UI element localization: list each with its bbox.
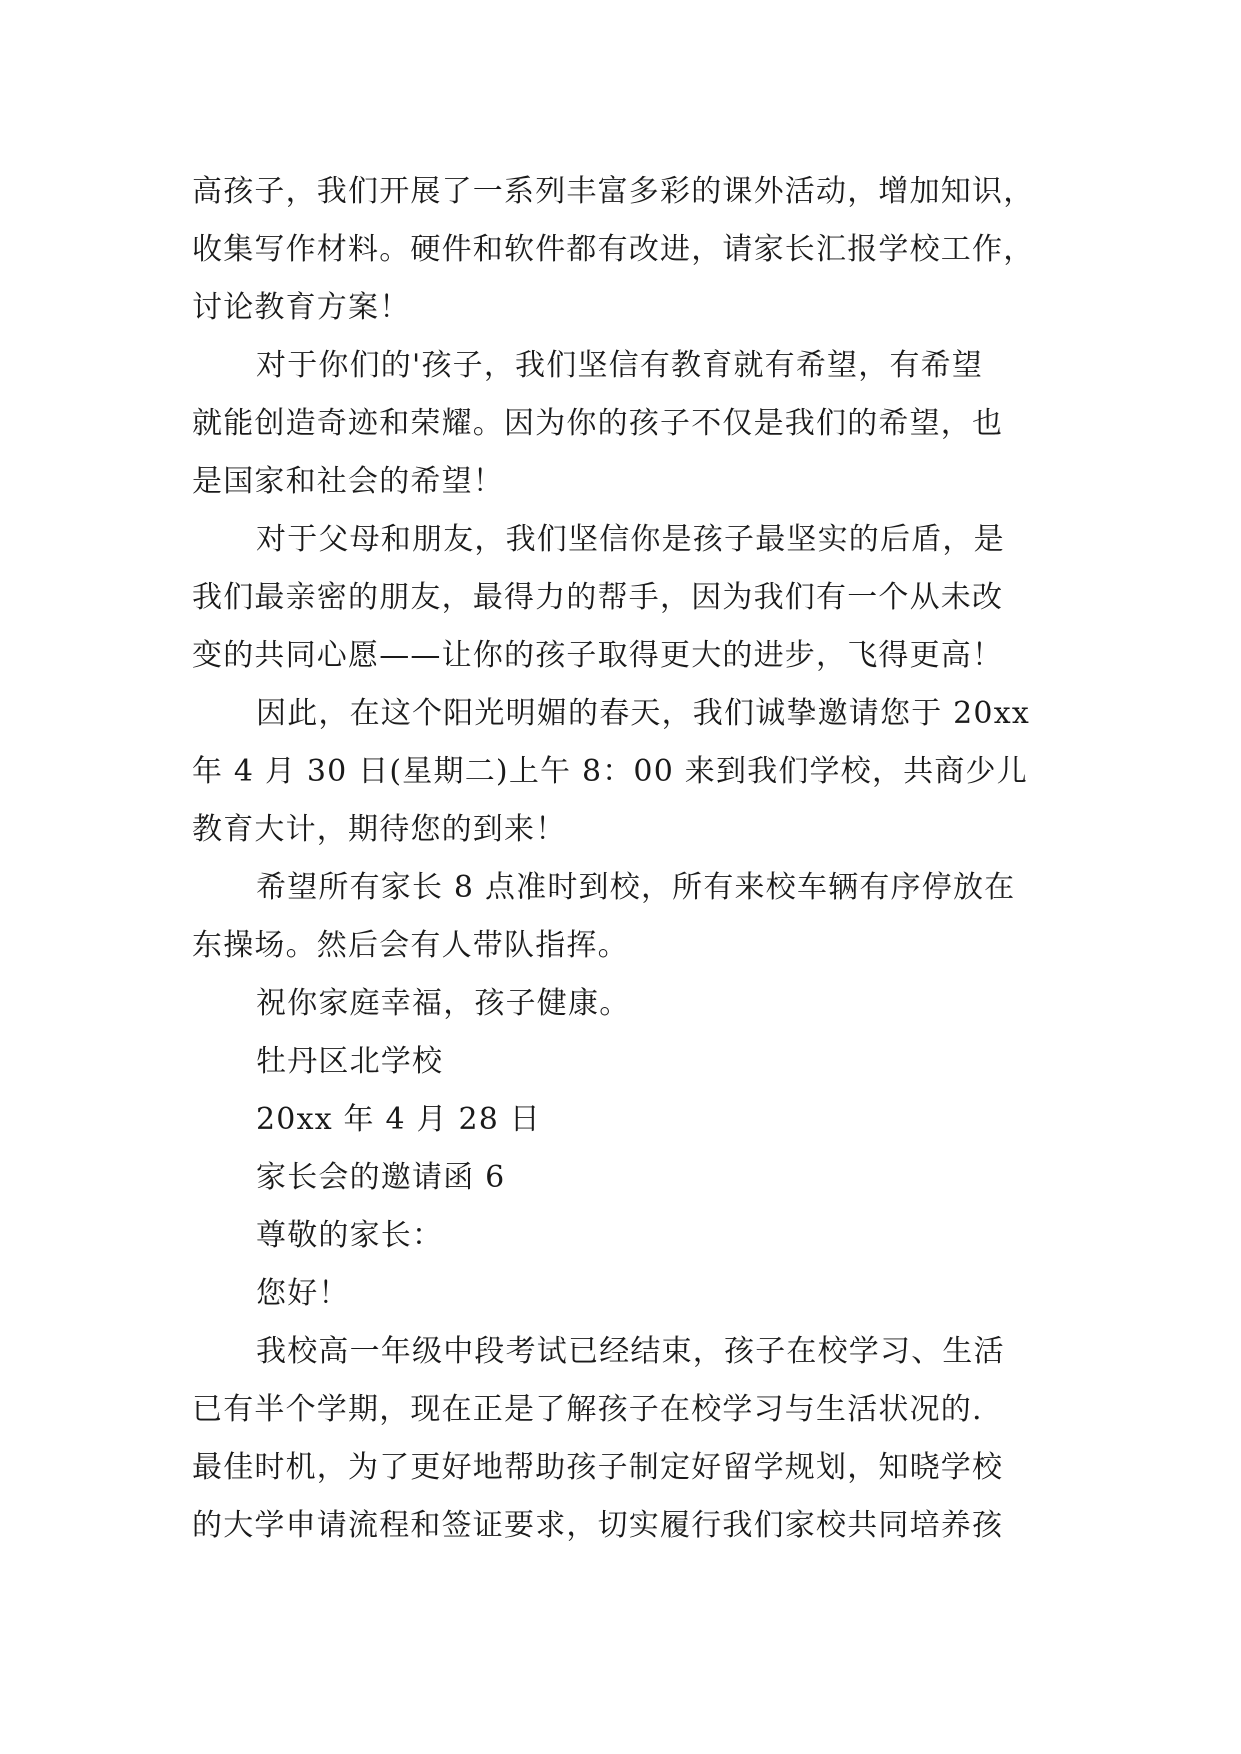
- text-line: 希望所有家长 8 点准时到校，所有来校车辆有序停放在: [256, 870, 1016, 905]
- text-line: 收集写作材料。硬件和软件都有改进，请家长汇报学校工作，: [192, 232, 1035, 267]
- text-line: 变的共同心愿——让你的孩子取得更大的进步，飞得更高！: [192, 638, 1004, 673]
- text-line: 牡丹区北学校: [256, 1044, 444, 1079]
- text-line: 教育大计，期待您的到来！: [192, 812, 567, 847]
- text-line: 我们最亲密的朋友，最得力的帮手，因为我们有一个从未改: [192, 580, 1004, 615]
- text-line: 20xx 年 4 月 28 日: [256, 1102, 541, 1137]
- text-line: 讨论教育方案！: [192, 290, 411, 325]
- text-line: 尊敬的家长：: [256, 1218, 444, 1253]
- text-line: 家长会的邀请函 6: [256, 1160, 506, 1195]
- text-line: 最佳时机，为了更好地帮助孩子制定好留学规划，知晓学校: [192, 1450, 1004, 1485]
- text-line: 是国家和社会的希望！: [192, 464, 504, 499]
- text-line: 东操场。然后会有人带队指挥。: [192, 928, 629, 963]
- text-line: 对于你们的'孩子，我们坚信有教育就有希望，有希望: [256, 348, 984, 383]
- text-line: 我校高一年级中段考试已经结束，孩子在校学习、生活: [256, 1334, 1005, 1369]
- document-body: [192, 163, 1052, 1555]
- text-line: 高孩子，我们开展了一系列丰富多彩的课外活动，增加知识，: [192, 174, 1035, 209]
- text-line: 已有半个学期，现在正是了解孩子在校学习与生活状况的.: [192, 1392, 983, 1427]
- text-line: 对于父母和朋友，我们坚信你是孩子最坚实的后盾，是: [256, 522, 1005, 557]
- text-line: 您好！: [256, 1276, 350, 1311]
- text-line: 因此，在这个阳光明媚的春天，我们诚挚邀请您于 20xx: [256, 696, 1030, 731]
- text-line: 年 4 月 30 日(星期二)上午 8：00 来到我们学校，共商少儿: [192, 754, 1028, 789]
- text-line: 的大学申请流程和签证要求，切实履行我们家校共同培养孩: [192, 1508, 1004, 1543]
- text-line: 就能创造奇迹和荣耀。因为你的孩子不仅是我们的希望，也: [192, 406, 1004, 441]
- text-line: 祝你家庭幸福，孩子健康。: [256, 986, 631, 1021]
